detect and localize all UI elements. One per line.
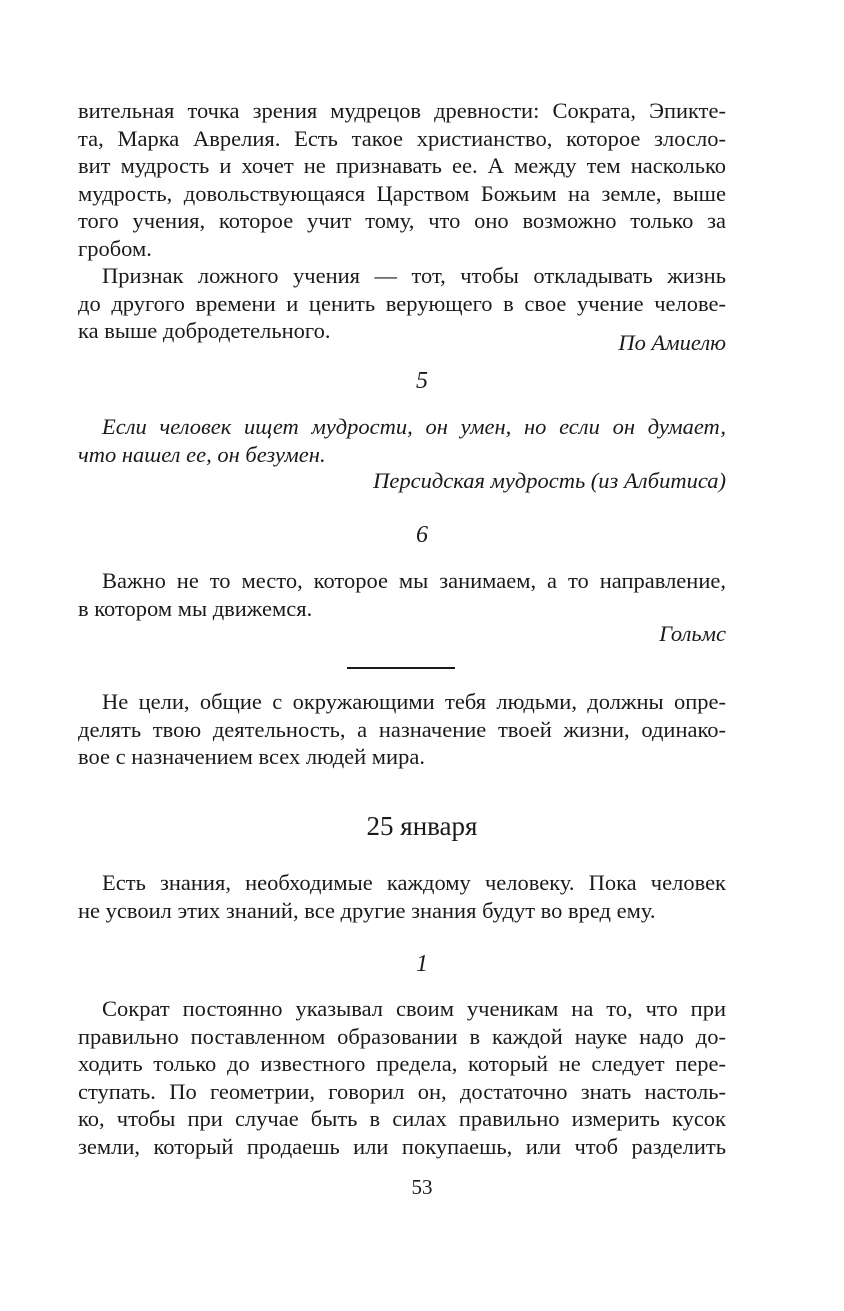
page-number: 53 [411,1175,433,1199]
text-line: вое с назначением всех людей мира. [78,744,425,769]
text-line: земли, который продаешь или покупаешь, или чтоб разделить [78,1133,726,1159]
text-line: Важно не то место, которое мы занимаем, а то направление, [102,568,726,593]
text-line: гробом. [78,235,152,261]
text-line: правильно поставленном образовании в каждой науке надо до- [78,1023,726,1049]
text-line: того учения, которое учит тому, что оно возможно только за [78,208,726,233]
text-line: Признак ложного учения — тот, чтобы откладывать жизнь [102,263,726,288]
text-line: ступать. По геометрии, говорил он, достаточно знать настоль- [78,1078,726,1104]
paragraph-wisdom-quote [78,413,726,468]
text-line: Сократ постоянно указывал своим ученикам на то, что при [102,996,726,1021]
text-line: Если человек ищет мудрости, он умен, но если он думает, [102,414,726,439]
attribution-amiel: По Амиелю [618,330,726,355]
text-line: Есть знания, необходимые каждому человеку. Пока человек [102,870,726,895]
text-line: вит мудрость и хочет не признавать ее. А между тем насколько [78,153,726,178]
paragraph-continuation [78,97,726,262]
text-line: до другого времени и ценить верующего в свое учение челове- [78,290,726,316]
section-number-6: 6 [416,522,428,548]
section-divider [347,667,455,669]
paragraph-knowledge [78,869,726,924]
text-line: что нашел ее, он безумен. [78,441,326,467]
text-line: ко, чтобы при случае быть в силах правильно измерить кусок [78,1106,726,1131]
text-line: ходить только до известного предела, который не следует пере- [78,1051,726,1076]
paragraph-direction [78,567,726,622]
text-line: вительная точка зрения мудрецов древности: Сократа, Эпикте- [78,98,726,123]
attribution-holmes: Гольмс [659,621,726,646]
text-line: в котором мы движемся. [78,595,313,621]
attribution-persian: Персидская мудрость (из Албитиса) [373,468,726,493]
text-line: мудрость, довольствующаяся Царством Божьим на земле, выше [78,180,726,206]
text-line: та, Марка Аврелия. Есть такое христианство, которое злосло- [78,125,726,151]
text-line: ка выше добродетельного. [78,318,331,343]
text-line: Не цели, общие с окружающими тебя людьми, должны опре- [102,689,726,714]
paragraph-goals [78,688,726,771]
date-heading: 25 января [366,811,478,841]
paragraph-socrates [78,995,726,1160]
section-number-5: 5 [416,368,428,394]
section-number-1: 1 [416,951,428,977]
text-line: делять твою деятельность, а назначение твоей жизни, одинако- [78,716,726,742]
text-line: не усвоил этих знаний, все другие знания будут во вред ему. [78,897,656,923]
